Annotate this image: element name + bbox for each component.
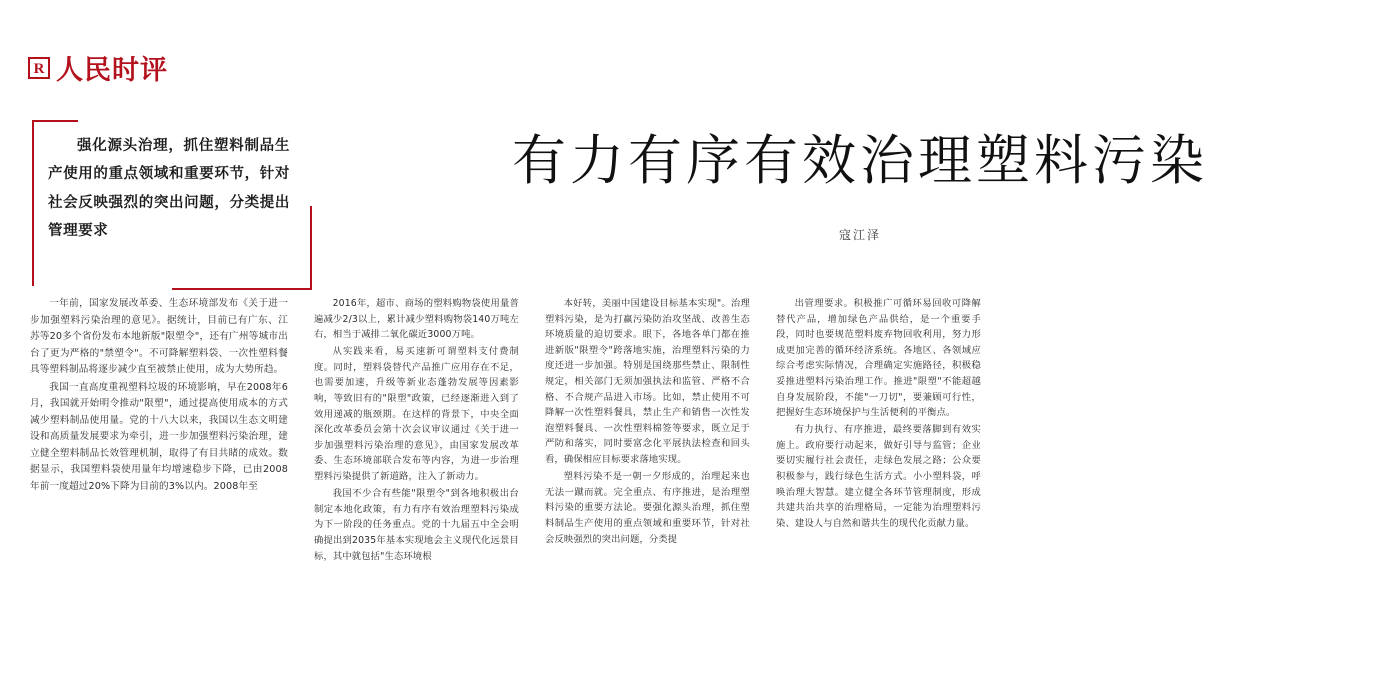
byline: 寇江泽 — [838, 228, 881, 243]
paragraph: 一年前，国家发展改革委、生态环境部发布《关于进一步加强塑料污染治理的意见》。据统计，目前已有广东、江苏等20多个省份发布本地新版"限塑令"，还有广州等城市出台了更为严格的"禁塑令"。不可降解塑料袋、一次性塑料餐具等塑料制品将逐步减少直至被禁止使用，成为大势所趋。 — [30, 298, 288, 375]
lede-block — [30, 118, 302, 259]
paragraph: 出管理要求。积极推广可循环易回收可降解替代产品，增加绿色产品供给，是一个重要手段，同时也要规范塑料废弃物回收利用，努力形成更加完善的循环经济系统。各地区、各领域应综合考虑实际情况，合理确定实施路径，积极稳妥推进塑料污染治理工作。推进"限塑"不能超越自身发展阶段，不能"一刀切"，要兼顾可行性，把握好生态环境保护与生活便利的平衡点。 — [776, 298, 981, 419]
paragraph: 从实践来看，易买速新可谓塑料支付费制度。同时，塑料袋替代产品推广应用存在不足，也需要加速，升级等新业态蓬勃发展等因素影响，等致旧有的"限塑"政策，已经逐渐进入到了效用递减的瓶颈期。在这样的背景下，中央全面深化改革委员会第十次会议审议通过《关于进一步加强塑料污染治理的意见》，由国家发展改革委、生态环境部联合发布等内容，为进一步治理塑料污染提供了新道路，注入了新动力。 — [314, 346, 519, 483]
article-column-3 — [545, 296, 750, 566]
paragraph: 2016年，超市、商场的塑料购物袋使用量普遍减少2/3以上，累计减少塑料购物袋140万吨左右，相当于减排二氧化碳近3000万吨。 — [314, 298, 519, 341]
paragraph: 我国一直高度重视塑料垃圾的环境影响，早在2008年6月，我国就开始明令推动"限塑"，通过提高使用成本的方式减少塑料制品使用量。党的十八大以来，我国以生态文明建设和高质量发展要求为牵引，进一步加强塑料污染治理，建立健全塑料制品长效管理机制，取得了有目共睹的成效。数据显示，我国塑料袋使用量年均增速稳步下降，已由2008年前一度超过20%下降为目前的3%以内。2008年至 — [30, 381, 288, 492]
page-title: 有力有序有效治理塑料污染 — [512, 129, 1208, 192]
paragraph: 有力执行、有序推进，最终要落脚到有效实施上。政府要行动起来，做好引导与监管；企业要切实履行社会责任，走绿色发展之路；公众要积极参与，践行绿色生活方式。小小塑料袋，呼唤治理大智慧。建立健全各环节管理制度，形成共建共治共享的治理格局，一定能为治理塑料污染、建设人与自然和谐共生的现代化贡献力量。 — [776, 424, 981, 529]
article-column-1 — [30, 296, 288, 566]
lede-rule-bottom-right — [172, 288, 312, 290]
headline-block — [345, 130, 1375, 243]
masthead-title: 人民时评 — [56, 55, 168, 86]
lede-rule-right — [310, 206, 312, 290]
paragraph: 我国不少合有些能"限塑令"到各地积极出台制定本地化政策，有力有序有效治理塑料污染成为下一阶段的任务重点。党的十九届五中全会明确提出到2035年基本实现地会主义现代化远景目标，其中就包括"生态环境根 — [314, 488, 519, 562]
paragraph: 本好转，美丽中国建设目标基本实现"。治理塑料污染，是为打赢污染防治攻坚战、改善生态环境质量的迫切要求。眼下，各地各单门都在推进新版"限塑令"跨落地实施，治理塑料污染的力度还进一步加强。特别是国绕那些禁止、限制性规定，相关部门无须加强执法和监管、严格不合格、不合规产品进入市场。比如，禁止使用不可降解一次性塑料餐具，禁止生产和销售一次性发泡塑料餐具、一次性塑料棉签等要求，既立足于严防和落实，同时要富念化平展执法检查和回头看，确保相应目标要求落地实现。 — [545, 298, 750, 466]
article-column-2 — [314, 296, 519, 566]
masthead — [28, 48, 168, 87]
paragraph: 塑料污染不是一朝一夕形成的，治理起来也无法一蹴而就。完全重点、有序推进，是治理塑料污染的重要方法论。要强化源头治理，抓住塑料制品生产使用的重点领域和重要环节，针对社会反映强烈的突出问题，分类提 — [545, 471, 750, 545]
lede-text: 强化源头治理，抓住塑料制品生产使用的重点领域和重要环节，针对社会反映强烈的突出问题，分类提出管理要求 — [48, 138, 290, 239]
article-column-4 — [776, 296, 981, 566]
people-daily-logo-icon: R — [28, 57, 50, 79]
article-body — [30, 296, 1375, 566]
